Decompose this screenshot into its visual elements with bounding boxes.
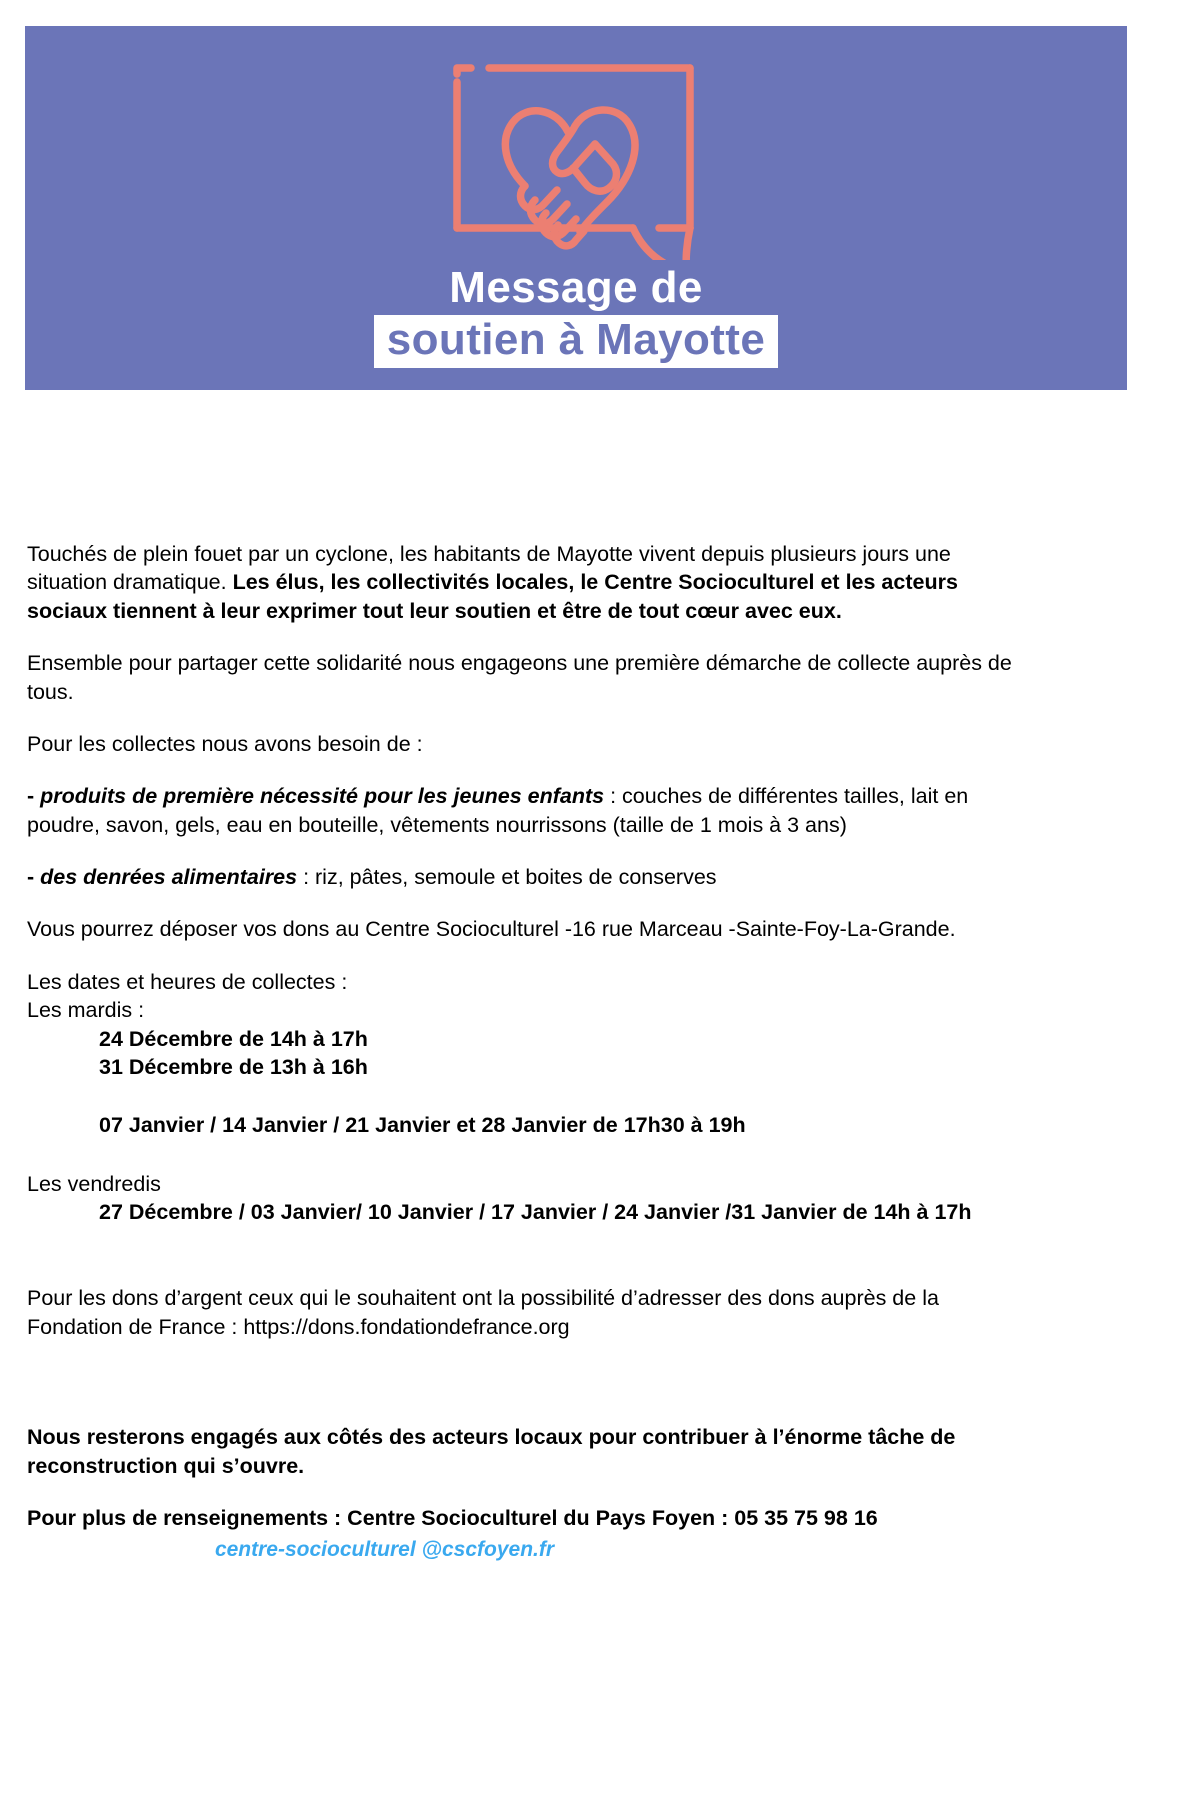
- list-item-food: [27, 863, 1027, 891]
- schedule-january-tuesdays: 07 Janvier / 14 Janvier / 21 Janvier et 28 Janvier de 17h30 à 19h: [99, 1113, 746, 1138]
- item1-label: produits de première nécessité pour les jeunes enfants: [40, 784, 605, 809]
- item2-label: des denrées alimentaires: [40, 865, 298, 889]
- paragraph-collect-intro: Pour les collectes nous avons besoin de :: [27, 731, 423, 756]
- item1-dash: -: [27, 784, 41, 809]
- schedule-date-line: 31 Décembre de 13h à 16h: [99, 1054, 368, 1079]
- schedule-friday-dates: 27 Décembre / 03 Janvier/ 10 Janvier / 17 Janvier / 24 Janvier /31 Janvier de 14h à 17h: [99, 1200, 972, 1224]
- banner-title-highlight-box: [374, 315, 778, 368]
- schedule-title: Les dates et heures de collectes :: [27, 969, 348, 994]
- contact-info: Pour plus de renseignements : Centre Socioculturel du Pays Foyen : 05 35 75 98 16: [27, 1505, 878, 1530]
- contact-email[interactable]: centre-socioculturel @cscfoyen.fr: [214, 1538, 555, 1562]
- intro-text-bold: Les élus, les collectivités locales, le Centre Socioculturel et les acteurs sociaux tiennent à leur exprimer tout leur soutien et être de tout cœur avec eux.: [27, 570, 958, 623]
- paragraph-intro: [27, 540, 1027, 625]
- paragraph-closing-commitment: Nous resterons engagés aux côtés des acteurs locaux pour contribuer à l’énorme tâche de reconstruction qui s’ouvre.: [27, 1425, 956, 1478]
- paragraph-money-donations: Pour les dons d’argent ceux qui le souhaitent ont la possibilité d’adresser des dons auprès de la Fondation de France : https://dons.fondationdefrance.org: [27, 1286, 939, 1339]
- handshake-heart-speech-bubble-icon: [447, 60, 705, 260]
- banner-title-line-1: Message de: [449, 262, 703, 312]
- logo-container: [25, 60, 1127, 260]
- item1-description: : couches de différentes tailles, lait en poudre, savon, gels, eau en bouteille, vêtements nourrissons (taille de 1 mois à 3 ans): [27, 784, 969, 837]
- banner-title-line-2: soutien à Mayotte: [386, 315, 766, 365]
- paragraph-solidarity: Ensemble pour partager cette solidarité nous engageons une première démarche de collecte auprès de tous.: [27, 651, 1012, 704]
- list-item-baby-products: [27, 782, 1027, 839]
- intro-text-normal: Touchés de plein fouet par un cyclone, les habitants de Mayotte vivent depuis plusieurs jours une situation dramatique.: [27, 542, 951, 595]
- schedule-friday-label: Les vendredis: [27, 1171, 161, 1196]
- banner-title-block: [25, 262, 1127, 368]
- schedule-date-line: 24 Décembre de 14h à 17h: [99, 1026, 368, 1051]
- item2-dash: -: [27, 865, 41, 889]
- item2-description: : riz, pâtes, semoule et boites de conserves: [297, 865, 717, 889]
- paragraph-dropoff-address: Vous pourrez déposer vos dons au Centre Socioculturel -16 rue Marceau -Sainte-Foy-La-Grande.: [27, 917, 956, 942]
- schedule-tuesday-label: Les mardis :: [27, 998, 145, 1023]
- header-banner: [25, 26, 1127, 390]
- document-body: [27, 540, 1027, 1564]
